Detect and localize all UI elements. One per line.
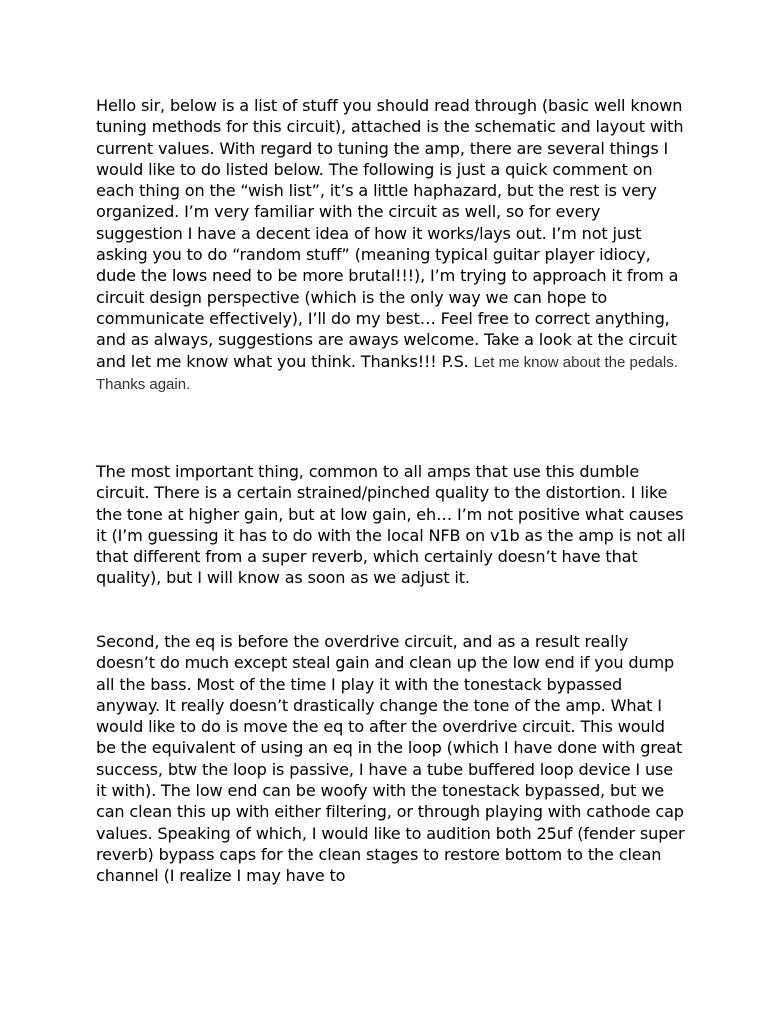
paragraph-distortion: The most important thing, common to all amps that use this dumble circuit. There is a certain strained/pinched quality to the distortion. I like the tone at higher gain, but at low gain, eh… I’m not positive what causes it (I’m guessing it has to do with the local NFB on v1b as the amp is not all that different from a super reverb, which certainly doesn’t have that quality), but I will know as soon as we adjust it.	[96, 462, 686, 588]
paragraph-intro-text: Hello sir, below is a list of stuff you should read through (basic well known tuning methods for this circuit), attached is the schematic and layout with current values. With regard to tuning the amp, there are several things I would like to do listed below. The following is just a quick comment on each thing on the “wish list”, it’s a little haphazard, but the rest is very organized. I’m very familiar with the circuit as well, so for every suggestion I have a decent idea of how it works/lays out. I’m not just asking you to do “random stuff” (meaning typical guitar player idiocy, dude the lows need to be more brutal!!!), I’m trying to approach it from a circuit design perspective (which is the only way we can hope to communicate effectively), I’ll do my best… Feel free to correct anything, and as always, suggestions are aways welcome. Take a look at the circuit and let me know what you think. Thanks!!! P.S.	[96, 96, 684, 371]
paragraph-eq: Second, the eq is before the overdrive circuit, and as a result really doesn’t do much except steal gain and clean up the low end if you dump all the bass. Most of the time I play it with the tonestack bypassed anyway. It really doesn’t drastically change the tone of the amp. What I would like to do is move the eq to after the overdrive circuit. This would be the equivalent of using an eq in the loop (which I have done with great success, btw the loop is passive, I have a tube buffered loop device I use it with). The low end can be woofy with the tonestack bypassed, but we can clean this up with either filtering, or through playing with cathode cap values. Speaking of which, I would like to audition both 25uf (fender super reverb) bypass caps for the clean stages to restore bottom to the clean channel (I realize I may have to	[96, 632, 685, 886]
paragraph-intro	[96, 95, 686, 395]
closing-note: Let me know about the pedals. Thanks again.	[96, 353, 678, 393]
